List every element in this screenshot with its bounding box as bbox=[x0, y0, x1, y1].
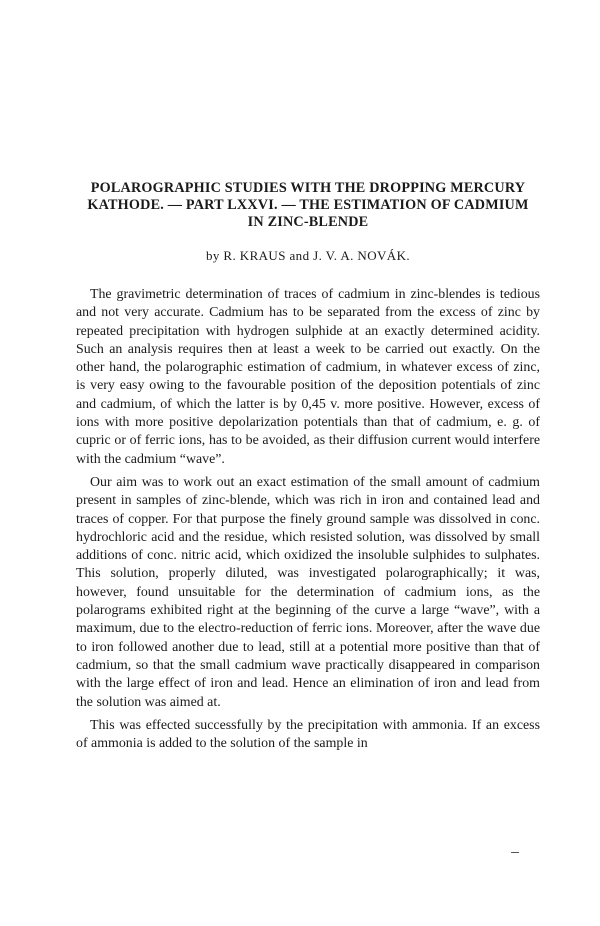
title-line-3: IN ZINC-BLENDE bbox=[247, 214, 369, 230]
page-mark bbox=[511, 852, 519, 853]
title-line-1: POLAROGRAPHIC STUDIES WITH THE DROPPING MERCURY bbox=[90, 180, 526, 196]
body-paragraph-3: This was effected successfully by the precipitation with ammonia. If an excess of ammonia is added to the solution of the sample in bbox=[76, 717, 540, 752]
paper-authors: by R. KRAUS and J. V. A. NOVÁK. bbox=[205, 248, 411, 263]
title-line-2: KATHODE. — PART LXXVI. — THE ESTIMATION OF CADMIUM bbox=[87, 197, 529, 213]
body-paragraph-1: The gravimetric determination of traces of cadmium in zinc-blendes is tedious and not very accurate. Cadmium has to be separated from the excess of zinc by repeated precipitation with hydrogen sulphide at an exactly determined acidity. Such an analysis requires then at least a week to be carried out exactly. On the other hand, the polarographic estimation of cadmium, in whatever excess of zinc, is very easy owing to the favourable position of the deposition potentials of zinc and cadmium, of which the latter is by 0,45 v. more positive. However, excess of ions with more positive depolarization potentials than that of cadmium, e. g. of cupric or of ferric ions, has to be avoided, as their diffusion current would interfere with the cadmium “wave”. bbox=[76, 287, 540, 467]
paper-page bbox=[76, 180, 540, 758]
paper-body bbox=[76, 286, 540, 753]
paper-title bbox=[76, 180, 540, 231]
body-paragraph-2: Our aim was to work out an exact estimation of the small amount of cadmium present in samples of zinc-blende, which was rich in iron and contained lead and traces of copper. For that purpose the finely ground sample was dissolved in conc. hydrochloric acid and the residue, which resisted solution, was dissolved by small additions of conc. nitric acid, which oxidized the insoluble sulphides to sulphates. This solution, properly diluted, was investigated polarographically; it was, however, found unsuitable for the determination of cadmium ions, as the polarograms exhibited right at the beginning of the curve a large “wave”, with a maximum, due to the electro-reduction of ferric ions. Moreover, after the wave due to iron followed another due to lead, still at a potential more positive than that of cadmium, so that the small cadmium wave practically disappeared in comparison with the large effect of iron and lead. Hence an elimination of iron and lead from the solution was aimed at. bbox=[76, 474, 540, 710]
